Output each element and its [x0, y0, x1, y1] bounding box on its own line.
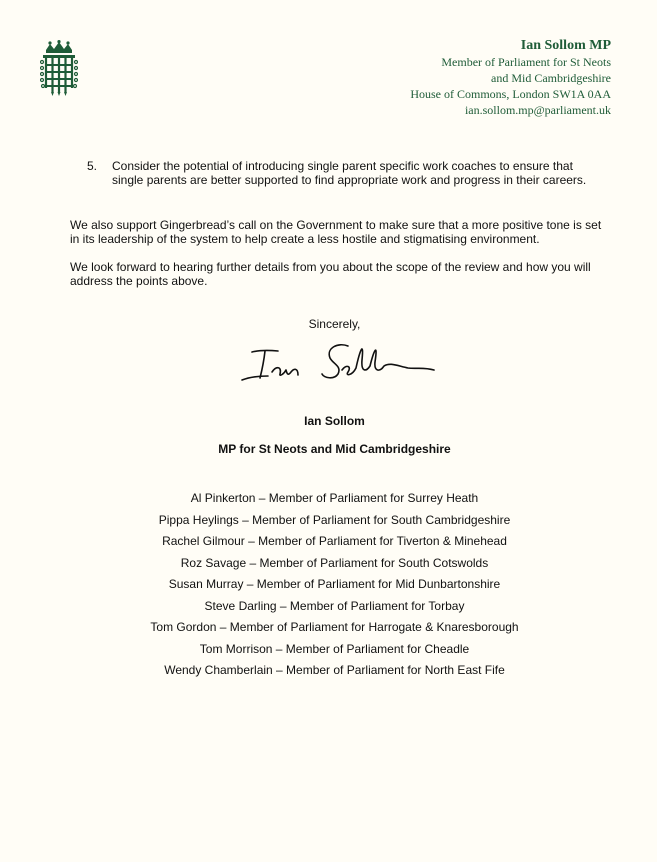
cosigner-item: Susan Murray – Member of Parliament for Mid Dunbartonshire	[168, 577, 501, 591]
letterhead	[291, 37, 611, 118]
paragraph: We look forward to hearing further details from you about the scope of the review and how you will address the points above.	[70, 260, 591, 288]
paragraph: We also support Gingerbread’s call on the Government to make sure that a more positive tone is set in its leadership of the system to help create a less hostile and stigmatising environment.	[70, 218, 602, 246]
letterhead-address: House of Commons, London SW1A 0AA	[410, 87, 611, 101]
cosigner-item: Roz Savage – Member of Parliament for South Cotswolds	[180, 555, 489, 570]
cosigner-item: Tom Gordon – Member of Parliament for Harrogate & Knaresborough	[150, 620, 519, 634]
cosigner-item: Steve Darling – Member of Parliament for Torbay	[204, 598, 465, 613]
letterhead-line2: and Mid Cambridgeshire	[491, 71, 611, 85]
list-item-number: 5.	[87, 159, 98, 173]
signature-image	[238, 330, 438, 390]
list-item	[87, 159, 607, 187]
signer-role: MP for St Neots and Mid Cambridgeshire	[218, 442, 451, 456]
list-item-text: Consider the potential of introducing single parent specific work coaches to ensure that single parents are better supported to find appropriate work and progress in their careers.	[112, 159, 587, 187]
letterhead-line1: Member of Parliament for St Neots	[441, 55, 611, 69]
signer-name: Ian Sollom	[304, 414, 365, 428]
portcullis-icon	[40, 40, 78, 98]
cosigner-item: Rachel Gilmour – Member of Parliament for Tiverton & Minehead	[162, 534, 507, 548]
cosigner-item: Al Pinkerton – Member of Parliament for Surrey Heath	[190, 491, 479, 505]
cosigner-list	[0, 491, 657, 685]
cosigner-item: Tom Morrison – Member of Parliament for Cheadle	[199, 641, 470, 656]
closing: Sincerely,	[308, 317, 361, 331]
cosigner-item: Pippa Heylings – Member of Parliament for South Cambridgeshire	[158, 512, 511, 527]
letterhead-name: Ian Sollom MP	[520, 38, 611, 53]
cosigner-item: Wendy Chamberlain – Member of Parliament for North East Fife	[164, 663, 505, 677]
letterhead-email: ian.sollom.mp@parliament.uk	[464, 103, 611, 117]
